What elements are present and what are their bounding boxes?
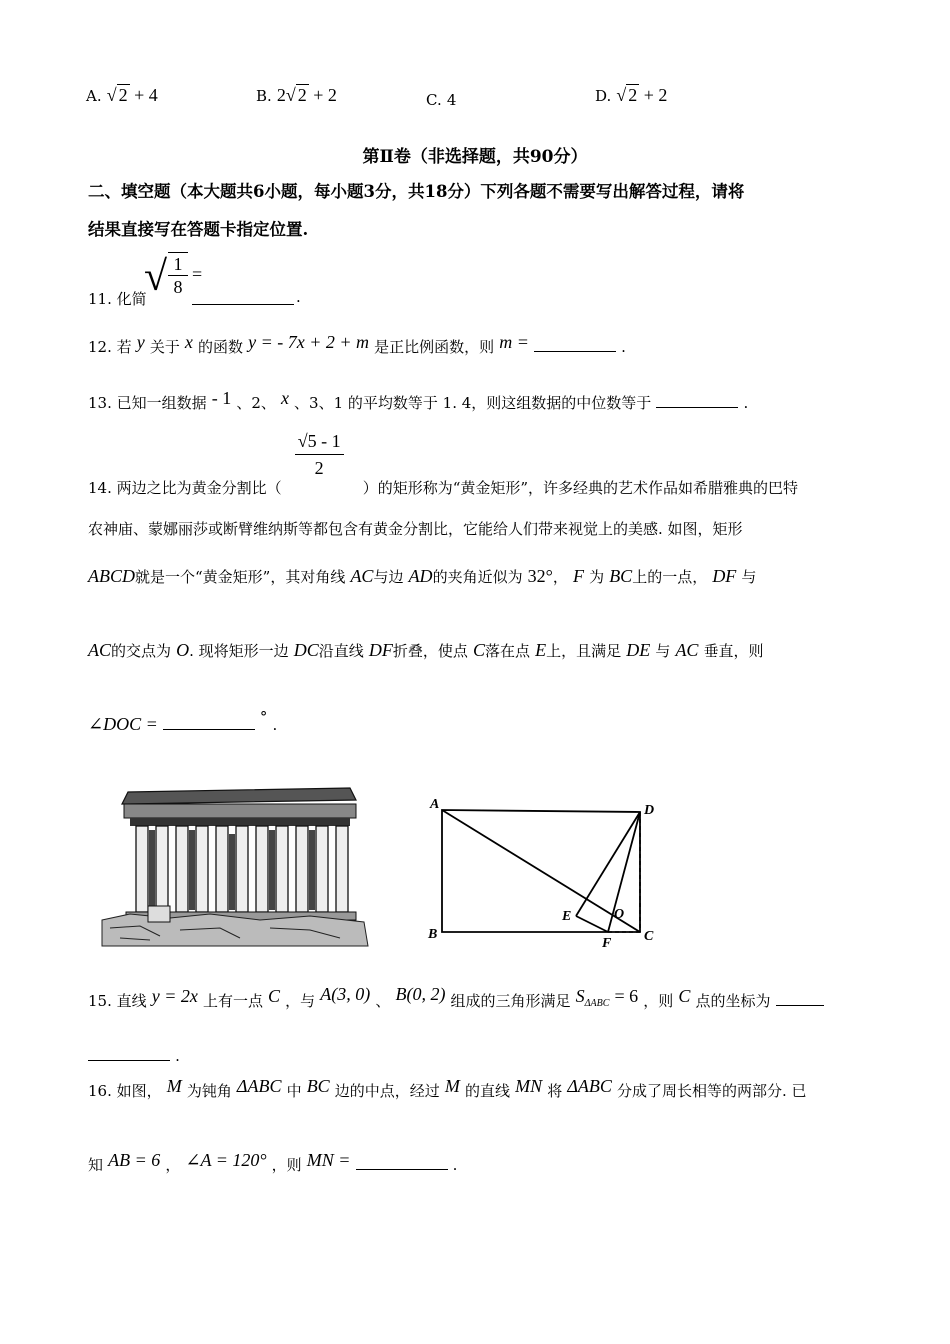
choice-d-label: D. (595, 87, 612, 105)
q14-line4: AC的交点为 O. 现将矩形一边 DC沿直线 DF折叠，使点 C落在点 E上，且满足 DE 与 AC 垂直，则 (88, 640, 764, 660)
choice-b-label: B. (256, 87, 272, 105)
q13-t2: 、3、1 的平均数等于 1. 4，则这组数据的中位数等于 (294, 394, 652, 412)
q11-eq: = (192, 264, 203, 284)
question-15-cont: . (88, 1046, 180, 1065)
question-16-cont: 知 AB = 6 ， ∠A = 120° ，则 MN = . (88, 1150, 458, 1174)
q15-answer-blank-1[interactable] (776, 991, 824, 1006)
question-15: 15. 直线 y = 2x 上有一点 C ，与 A(3, 0) 、 B(0, 2) 组成的三角形满足 SΔABC = 6 ，则 C 点的坐标为 (88, 990, 824, 1011)
section-instruction-1: 二、填空题（本大题共6小题，每小题3分，共18分）下列各题不需要写出解答过程，请将 (88, 182, 745, 201)
q15-answer-blank-2[interactable] (88, 1046, 170, 1061)
q14-line1-rest: ）的矩形称为“黄金矩形”，许多经典的艺术作品如希腊雅典的巴特 (362, 479, 799, 497)
label-A: A (430, 797, 440, 812)
choice-a (86, 84, 158, 106)
q12-t2: 的函数 (198, 338, 244, 356)
question-12 (88, 332, 626, 357)
q13-neg1: - 1 (211, 388, 232, 408)
q13-end: . (743, 394, 749, 412)
q14-line1 (88, 428, 799, 497)
label-E: E (562, 909, 572, 924)
q16-answer-blank[interactable] (356, 1155, 448, 1170)
q14-line2: 农神庙、蒙娜丽莎或断臂维纳斯等都包含有黄金分割比，它能给人们带来视觉上的美感. 如图，矩形 (88, 520, 743, 538)
choice-a-label: A. (86, 87, 102, 105)
q14-line3: ABCD就是一个“黄金矩形”，其对角线 AC与边 AD的夹角近似为 32°， F 为 BC上的一点， DF 与 (88, 566, 757, 586)
q12-y: y (136, 332, 145, 352)
q13-x: x (280, 388, 289, 408)
parthenon-illustration (100, 778, 370, 948)
q14-golden-ratio: $\frac{√5 - 1}{2}$ (295, 428, 344, 481)
q14-abcd: ABCD (88, 566, 135, 586)
q12-t1: 关于 (149, 338, 180, 356)
q13-t1: 、2、 (236, 394, 276, 412)
choice-c-label: C. (426, 91, 442, 109)
choice-c-value: 4 (446, 91, 457, 109)
label-O: O (614, 907, 625, 922)
choice-a-math: √ 2 + 4 (106, 85, 158, 105)
q11-sqrt-sign: √ (144, 254, 168, 300)
question-16: 16. 如图， M 为钝角 ΔABC 中 BC 边的中点，经过 M 的直线 MN 将 ΔABC 分成了周长相等的两部分. 已 (88, 1076, 807, 1100)
q14-prefix: 14. 两边之比为黄金分割比（ (88, 479, 282, 497)
q13-prefix: 13. 已知一组数据 (88, 394, 207, 412)
q11-end: . (296, 288, 301, 306)
q13-answer-blank[interactable] (656, 393, 738, 408)
choice-b (256, 84, 337, 106)
q12-function: y = - 7x + 2 + m (248, 332, 370, 352)
label-F: F (602, 936, 612, 950)
q11-prefix: 11. 化简 (88, 290, 147, 308)
choice-d (595, 84, 667, 106)
label-C: C (644, 929, 654, 944)
q12-x: x (184, 332, 193, 352)
choice-c (426, 90, 456, 109)
q12-end: . (621, 338, 626, 356)
label-B: B (428, 927, 438, 942)
q12-prefix: 12. 若 (88, 338, 132, 356)
label-D: D (644, 803, 655, 818)
q12-m: m = (499, 332, 529, 352)
q12-answer-blank[interactable] (534, 337, 616, 352)
section-instruction-2: 结果直接写在答题卡指定位置. (88, 220, 309, 239)
q14-line5: ∠DOC = ° . (88, 708, 278, 734)
q12-t3: 是正比例函数，则 (374, 338, 495, 356)
question-13 (88, 388, 749, 413)
section-title: 第Ⅱ卷（非选择题，共90分） (362, 147, 588, 167)
q11-fraction: 1 8 (168, 252, 188, 298)
q14-answer-blank[interactable] (163, 715, 255, 730)
q11-answer-blank[interactable] (192, 290, 294, 305)
q14-angle-doc: ∠DOC = (88, 714, 158, 734)
choice-d-math: √ 2 + 2 (616, 85, 668, 105)
choice-b-math: 2√ 2 + 2 (276, 85, 337, 105)
rectangle-figure (418, 790, 668, 950)
